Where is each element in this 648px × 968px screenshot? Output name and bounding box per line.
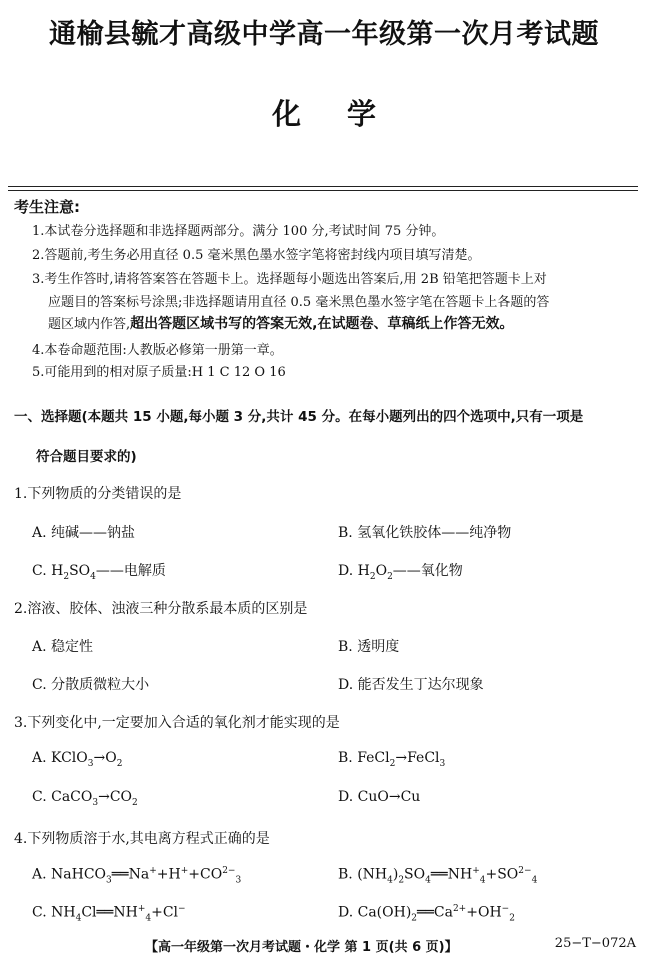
- page-footer: [0, 936, 648, 958]
- option-c: C. $H_2SO_4——$电解质: [32, 563, 166, 582]
- option-a: A. 纯碱——钠盐: [32, 525, 136, 541]
- notice-item: 5.可能用到的相对原子质量:H 1 C 12 O 16: [32, 365, 286, 380]
- question-stem: 2.溶液、胶体、浊液三种分散系最本质的区别是: [14, 601, 308, 617]
- option-d: D. $H_2O_2——$氧化物: [338, 563, 463, 582]
- emphasis-text: 超出答题区域书写的答案无效,在试题卷、草稿纸上作答无效。: [130, 316, 514, 332]
- option-b: B. $(NH_4)_2SO_4══NH^+_4+SO^{2-}_4$: [338, 866, 538, 886]
- option-d: D. CuO→Cu: [338, 789, 421, 805]
- question-stem: 3.下列变化中,一定要加入合适的氧化剂才能实现的是: [14, 715, 340, 731]
- notice-title: 考生注意:: [14, 198, 80, 216]
- option-b: B. 氢氧化铁胶体——纯净物: [338, 525, 512, 541]
- option-b: B. 透明度: [338, 639, 400, 655]
- notice-item: 2.答题前,考生务必用直径 0.5 毫米黑色墨水签字笔将密封线内项目填写清楚。: [32, 248, 481, 263]
- footer-code: 25−T−072A: [554, 936, 636, 951]
- option-c: C. $CaCO_3\to CO_2$: [32, 789, 138, 808]
- divider-line: [8, 186, 638, 187]
- option-b: B. FeCl$_2$→FeCl$_3$: [338, 750, 446, 769]
- option-d: D. 能否发生丁达尔现象: [338, 677, 484, 693]
- option-c: C. 分散质微粒大小: [32, 677, 150, 693]
- notice-item: 题区域内作答,: [48, 317, 131, 332]
- section-heading-cont: 符合题目要求的): [36, 449, 137, 465]
- option-a: A. $KClO_3\to O_2$: [32, 750, 123, 769]
- footer-page-info: 【高一年级第一次月考试题・化学 第 1 页(共 6 页)】: [145, 940, 458, 955]
- divider-line: [8, 190, 638, 191]
- notice-item-line: [48, 313, 513, 333]
- exam-title: 通榆县毓才高级中学高一年级第一次月考试题: [49, 19, 599, 50]
- question-stem: 1.下列物质的分类错误的是: [14, 486, 182, 502]
- notice-item: 3.考生作答时,请将答案答在答题卡上。选择题每小题选出答案后,用 2B 铅笔把答题卡上对: [32, 272, 547, 287]
- option-c: C. $NH_4Cl══NH^+_4+Cl^-$: [32, 904, 186, 924]
- option-d: D. $Ca(OH)_2══Ca^{2+}+OH^-_2$: [338, 904, 515, 924]
- notice-item: 4.本卷命题范围:人教版必修第一册第一章。: [32, 343, 283, 358]
- section-heading: 一、选择题(本题共 15 小题,每小题 3 分,共计 45 分。在每小题列出的四个选项中,只有一项是: [14, 409, 584, 425]
- option-a: A. $NaHCO_3══Na^++H^++CO^{2-}_3$: [32, 866, 242, 886]
- notice-item: 应题目的答案标号涂黑;非选择题请用直径 0.5 毫米黑色墨水签字笔在答题卡上各题的答: [48, 295, 550, 310]
- notice-item: 1.本试卷分选择题和非选择题两部分。满分 100 分,考试时间 75 分钟。: [32, 224, 445, 239]
- option-a: A. 稳定性: [32, 639, 94, 655]
- question-stem: 4.下列物质溶于水,其电离方程式正确的是: [14, 831, 270, 847]
- subject-title: 化 学: [271, 97, 377, 131]
